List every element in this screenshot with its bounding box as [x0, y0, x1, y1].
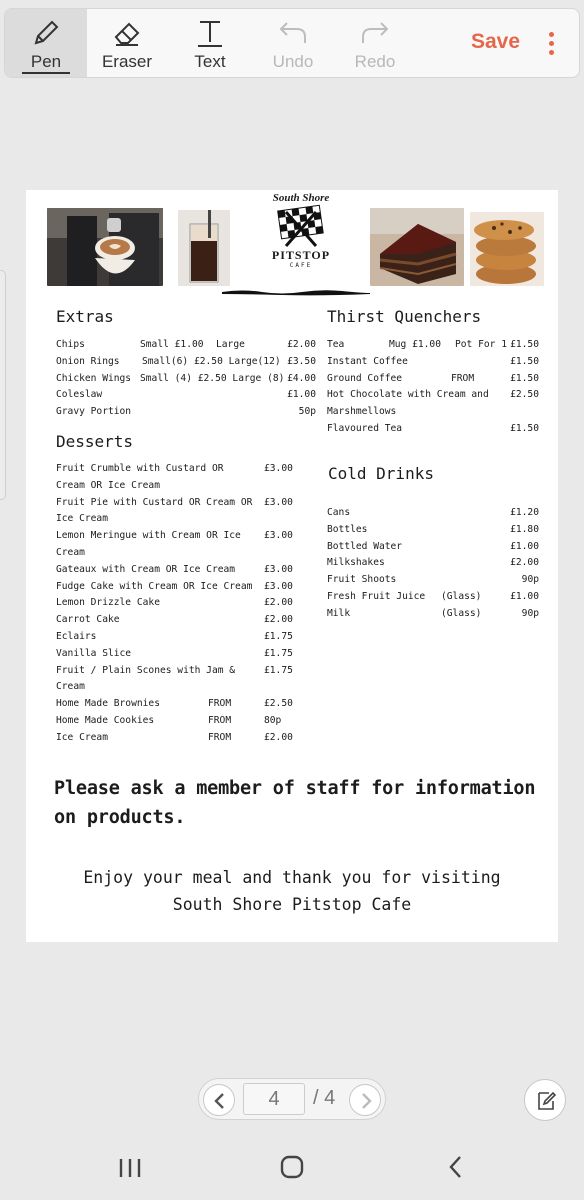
- previous-page-button[interactable]: [203, 1084, 235, 1116]
- item-price: £2.00: [287, 339, 316, 350]
- redo-label: Redo: [354, 52, 396, 71]
- undo-button[interactable]: [253, 9, 333, 77]
- page-total: / 4: [313, 1087, 336, 1109]
- item-name: Hot Chocolate with Cream and: [327, 389, 489, 401]
- item-name: Chicken Wings: [56, 372, 132, 384]
- item-price: £1.20: [510, 507, 539, 518]
- menu-row: [327, 505, 539, 522]
- menu-row: [327, 404, 539, 421]
- text-label: Text: [194, 52, 226, 71]
- chevron-right-icon: [358, 1092, 374, 1110]
- item-price: £1.00: [510, 540, 539, 552]
- text-icon: [194, 17, 226, 49]
- item-name: Bottled Water: [327, 540, 403, 552]
- item-name: Ice Cream: [56, 513, 108, 525]
- item-name: Fudge Cake with Cream OR Ice Cream: [56, 580, 253, 592]
- extras-list: [56, 337, 316, 421]
- cold-drinks-heading: Cold Drinks: [328, 464, 434, 483]
- item-name: Bottles: [327, 523, 368, 535]
- item-name: Lemon Meringue with Cream OR Ice: [56, 530, 241, 542]
- menu-row: [56, 612, 296, 629]
- save-button[interactable]: Save: [471, 30, 521, 53]
- item-price: 90p: [521, 574, 539, 586]
- eraser-icon: [111, 17, 143, 49]
- staff-info-note: Please ask a member of staff for information on products.: [54, 778, 536, 828]
- pitstop-cafe-logo: [246, 190, 356, 300]
- desserts-heading: Desserts: [56, 432, 134, 451]
- eraser-label: Eraser: [101, 52, 153, 71]
- item-from: FROM: [208, 731, 232, 743]
- item-name: Coleslaw: [56, 389, 103, 401]
- item-price: £3.00: [264, 580, 293, 592]
- item-price: £1.00: [287, 389, 316, 401]
- item-size: Small (4) £2.50 Large (8): [140, 372, 285, 384]
- page-number-input[interactable]: 4: [243, 1083, 305, 1115]
- item-price: £4.00: [287, 372, 316, 384]
- thanks-line-1: Enjoy your meal and thank you for visiting: [83, 868, 501, 887]
- item-name: Ice Cream: [56, 731, 108, 743]
- item-price: £3.00: [264, 463, 293, 474]
- logo-top-text: South Shore: [272, 192, 330, 204]
- redo-button[interactable]: [335, 9, 415, 77]
- menu-row: [56, 713, 296, 730]
- item-note: (Glass): [441, 607, 482, 619]
- thank-you-message: [26, 864, 558, 918]
- menu-row: [56, 461, 296, 478]
- side-panel-handle[interactable]: [0, 270, 6, 500]
- undo-icon: [277, 17, 309, 49]
- brush-stroke-divider: [222, 288, 370, 296]
- item-from: FROM: [208, 714, 232, 726]
- item-name: Fruit Crumble with Custard OR: [56, 463, 224, 474]
- menu-row: [56, 562, 296, 579]
- logo-name: PITSTOP: [271, 248, 331, 262]
- system-navigation-bar: [0, 1132, 584, 1200]
- racing-flag-icon: [276, 204, 326, 248]
- item-note: FROM: [451, 372, 475, 384]
- menu-row: [327, 337, 539, 354]
- cold-drinks-list: [327, 505, 539, 623]
- item-name: Home Made Cookies: [56, 714, 155, 726]
- menu-row: [327, 539, 539, 556]
- menu-row: [327, 589, 539, 606]
- menu-row: [327, 387, 539, 404]
- menu-row: [56, 679, 296, 696]
- item-note: (Glass): [441, 590, 482, 602]
- item-name: Fruit / Plain Scones with Jam &: [56, 664, 236, 676]
- item-size-2: Large: [216, 339, 245, 350]
- menu-row: [56, 663, 296, 680]
- menu-row: [56, 354, 316, 371]
- drawing-toolbar: [4, 8, 580, 78]
- item-price: £1.50: [510, 372, 539, 384]
- menu-row: [327, 421, 539, 438]
- menu-row: [56, 629, 296, 646]
- item-from: FROM: [208, 698, 232, 710]
- thirst-quenchers-list: [327, 337, 539, 438]
- menu-row: [56, 478, 296, 495]
- item-name: Cream: [56, 546, 85, 558]
- undo-label: Undo: [272, 52, 314, 71]
- menu-row: [56, 511, 296, 528]
- chevron-left-icon: [212, 1092, 228, 1110]
- item-price: £1.75: [264, 630, 293, 642]
- item-price: £3.00: [264, 530, 293, 542]
- menu-row: [56, 387, 316, 404]
- item-price: £3.50: [287, 355, 316, 367]
- menu-row: [327, 606, 539, 623]
- item-name: Cream: [56, 681, 85, 693]
- item-price: £2.00: [264, 614, 293, 626]
- menu-row: [56, 545, 296, 562]
- pen-tool[interactable]: [5, 9, 87, 77]
- iced-coffee-photo: [178, 210, 230, 286]
- item-price: £1.00: [510, 590, 539, 602]
- next-page-button[interactable]: [349, 1084, 381, 1116]
- item-price: £1.50: [510, 422, 539, 434]
- item-price: £3.00: [264, 496, 293, 508]
- item-name: Gravy Portion: [56, 406, 132, 418]
- menu-row: [56, 696, 296, 713]
- item-price: £1.50: [510, 339, 539, 350]
- menu-row: [327, 354, 539, 371]
- menu-row: [327, 522, 539, 539]
- item-price: £2.00: [264, 597, 293, 609]
- item-name: Instant Coffee: [327, 355, 408, 367]
- home-icon[interactable]: [274, 1152, 310, 1182]
- menu-row: [56, 495, 296, 512]
- item-price: £1.75: [264, 647, 293, 659]
- back-icon[interactable]: [438, 1152, 474, 1182]
- item-price: £1.80: [510, 523, 539, 535]
- menu-row: [56, 595, 296, 612]
- page-navigator: [198, 1078, 386, 1120]
- item-name: Vanilla Slice: [56, 647, 132, 659]
- item-name: Ground Coffee: [327, 372, 403, 384]
- latte-photo: [47, 208, 163, 286]
- desserts-list: [56, 461, 296, 747]
- item-price: £2.50: [510, 389, 539, 401]
- menu-row: [56, 371, 316, 388]
- item-name: Milkshakes: [327, 557, 385, 569]
- pen-icon: [30, 17, 62, 49]
- item-name: Marshmellows: [327, 406, 397, 418]
- pen-label: Pen: [30, 52, 62, 71]
- item-note-2: Pot For 1: [455, 339, 507, 350]
- menu-row: [56, 337, 316, 354]
- eraser-tool[interactable]: [87, 9, 167, 77]
- item-name: Eclairs: [56, 630, 97, 642]
- recent-apps-icon[interactable]: [112, 1152, 148, 1182]
- menu-row: [327, 572, 539, 589]
- item-name: Onion Rings: [56, 355, 120, 367]
- extras-heading: Extras: [56, 307, 114, 326]
- redo-icon: [359, 17, 391, 49]
- item-price: £2.50: [264, 698, 293, 710]
- item-price: 90p: [521, 607, 539, 619]
- item-name: Chips: [56, 339, 85, 350]
- item-price: 50p: [298, 406, 316, 418]
- item-name: Home Made Brownies: [56, 698, 160, 710]
- item-price: £3.00: [264, 563, 293, 575]
- item-name: Fresh Fruit Juice: [327, 590, 426, 602]
- menu-row: [56, 730, 296, 747]
- item-name: Lemon Drizzle Cake: [56, 597, 160, 609]
- cookies-photo: [470, 212, 544, 286]
- chocolate-cake-photo: [370, 208, 464, 286]
- item-name: Milk: [327, 607, 351, 619]
- menu-row: [56, 404, 316, 421]
- menu-row: [327, 371, 539, 388]
- logo-sub: CAFE: [289, 262, 313, 269]
- menu-row: [56, 579, 296, 596]
- more-options-icon[interactable]: [541, 29, 561, 59]
- menu-row: [56, 528, 296, 545]
- item-price: £1.50: [510, 355, 539, 367]
- item-note: Mug £1.00: [389, 339, 441, 350]
- item-name: Carrot Cake: [56, 614, 120, 626]
- menu-row: [56, 646, 296, 663]
- edit-page-button[interactable]: [524, 1079, 566, 1121]
- text-tool[interactable]: [167, 9, 253, 77]
- pen-selected-indicator: [22, 72, 70, 74]
- item-name: Flavoured Tea: [327, 422, 403, 434]
- item-name: Tea: [327, 339, 345, 350]
- thanks-line-2: South Shore Pitstop Cafe: [172, 895, 412, 914]
- item-size: Small(6) £2.50 Large(12): [142, 355, 281, 367]
- item-name: Gateaux with Cream OR Ice Cream: [56, 563, 236, 575]
- item-price: £2.00: [510, 557, 539, 569]
- item-price: 80p: [264, 714, 282, 726]
- item-name: Cream OR Ice Cream: [56, 479, 160, 491]
- item-price: £2.00: [264, 731, 293, 743]
- item-name: Cans: [327, 507, 351, 518]
- menu-row: [327, 555, 539, 572]
- thirst-quenchers-heading: Thirst Quenchers: [327, 307, 482, 326]
- menu-page: [26, 190, 558, 942]
- item-name: Fruit Shoots: [327, 574, 397, 586]
- edit-page-icon: [535, 1089, 557, 1113]
- item-name: Fruit Pie with Custard OR Cream OR: [56, 496, 253, 508]
- item-size: Small £1.00: [140, 339, 204, 350]
- item-price: £1.75: [264, 664, 293, 676]
